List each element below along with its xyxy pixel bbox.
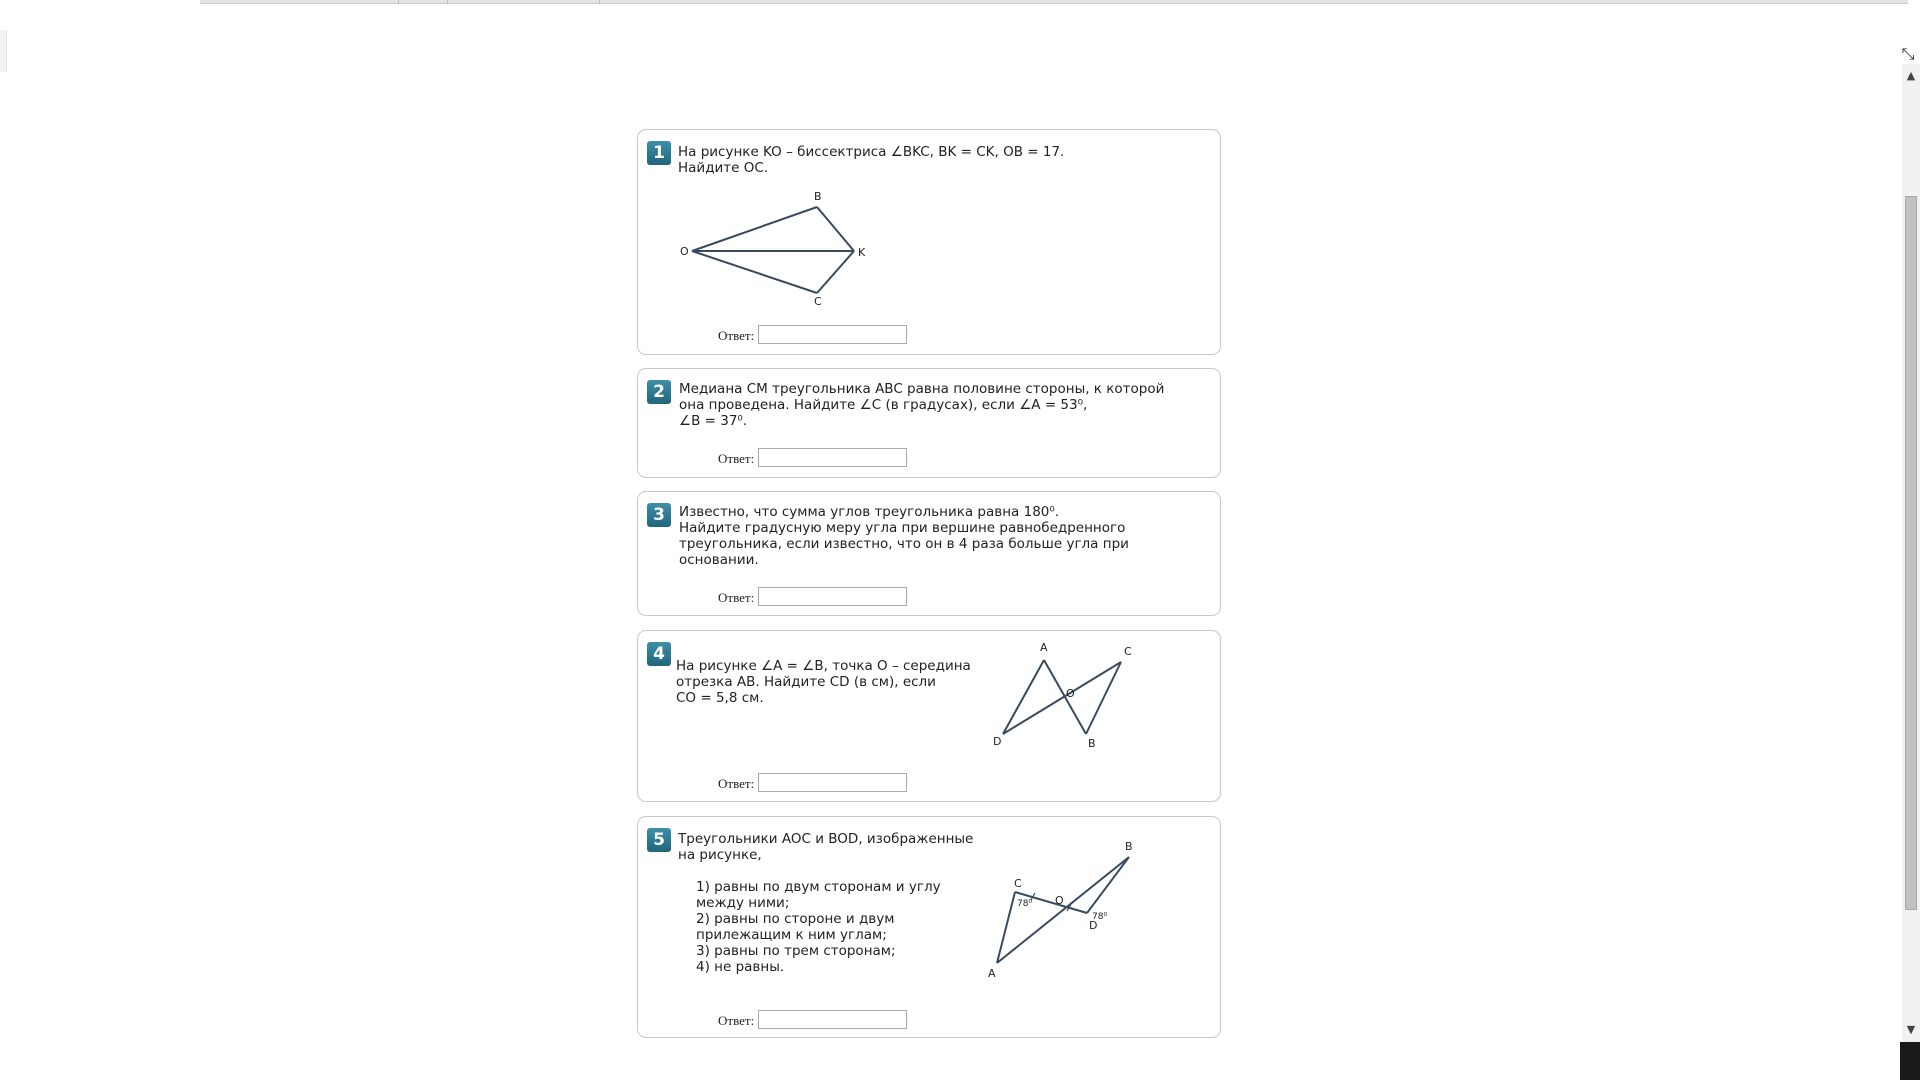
- task-text: На рисунке ∠A = ∠B, точка O – середина отрезка AB. Найдите CD (в см), если CO = 5,8 см.: [676, 658, 971, 706]
- task-card-1: [637, 129, 1221, 355]
- point-label-b: B: [1088, 737, 1096, 750]
- scroll-up-arrow-icon[interactable]: ▲: [1906, 69, 1916, 82]
- segment-bk: [817, 207, 854, 251]
- answer-label: Ответ:: [718, 328, 755, 343]
- task-text: На рисунке KO – биссектриса ∠BKC, BK = CK, OB = 17. Найдите OC.: [678, 144, 1065, 176]
- point-label-d: D: [1089, 919, 1098, 932]
- task-number-badge: 2: [647, 380, 671, 404]
- point-label-c: C: [1014, 877, 1022, 890]
- answer-label: Ответ:: [718, 1013, 755, 1028]
- point-label-a: A: [1040, 641, 1048, 654]
- point-label-c: C: [814, 295, 822, 308]
- task-text: Медиана CM треугольника ABC равна половине стороны, к которой она проведена. Найдите ∠C (в градусах), если ∠A = 53⁰, ∠B = 37⁰.: [679, 381, 1165, 429]
- task-figure: [986, 639, 1131, 751]
- task-card-3: [637, 491, 1221, 616]
- point-label-a: A: [988, 967, 996, 980]
- left-panel-edge: [0, 30, 7, 72]
- answer-input-1[interactable]: [758, 325, 907, 344]
- task-options: 1) равны по двум сторонам и углу между ними; 2) равны по стороне и двум прилежащим к ним углам; 3) равны по трем сторонам; 4) не равны.: [696, 879, 941, 975]
- segment-ac: [997, 892, 1015, 963]
- point-label-c: C: [1124, 645, 1132, 658]
- task-text: Известно, что сумма углов треугольника равна 180⁰. Найдите градусную меру угла при вершине равнобедренного треугольника, если известно, что он в 4 раза больше угла при основании.: [679, 504, 1129, 568]
- task-card-4: [637, 630, 1221, 802]
- scrollbar-thumb[interactable]: [1905, 196, 1917, 910]
- point-label-o: O: [1055, 894, 1064, 907]
- corner-widget: [1900, 1042, 1920, 1080]
- task-number-badge: 4: [647, 642, 671, 666]
- task-text: Треугольники AOC и BOD, изображенные на рисунке,: [678, 831, 974, 863]
- segment-da: [1003, 660, 1044, 734]
- angle-label-c: 78⁰: [1017, 899, 1033, 909]
- task-card-2: [637, 368, 1221, 478]
- task-number-badge: 3: [647, 503, 671, 527]
- fullscreen-icon[interactable]: ⤡: [1901, 44, 1915, 63]
- segment-ob: [692, 207, 817, 251]
- top-border-line: [200, 0, 1908, 4]
- answer-input-4[interactable]: [758, 773, 907, 792]
- task-card-5: [637, 816, 1221, 1038]
- answer-label: Ответ:: [718, 590, 755, 605]
- scroll-down-arrow-icon[interactable]: ▼: [1906, 1023, 1916, 1036]
- task-figure: [678, 188, 878, 308]
- answer-label: Ответ:: [718, 451, 755, 466]
- segment-oc: [692, 251, 817, 293]
- point-label-b: B: [1125, 840, 1133, 853]
- angle-label-d: 78⁰: [1092, 912, 1108, 922]
- point-label-b: B: [814, 190, 822, 203]
- task-number-badge: 1: [647, 141, 671, 165]
- segment-ab: [997, 857, 1129, 963]
- answer-input-3[interactable]: [758, 587, 907, 606]
- task-figure: [983, 833, 1148, 983]
- task-number-badge: 5: [647, 828, 671, 852]
- answer-input-5[interactable]: [758, 1010, 907, 1029]
- point-label-o: O: [680, 245, 689, 258]
- point-label-d: D: [993, 735, 1002, 748]
- point-label-o: O: [1066, 687, 1075, 700]
- answer-input-2[interactable]: [758, 448, 907, 467]
- segment-ck: [817, 251, 854, 293]
- answer-label: Ответ:: [718, 776, 755, 791]
- point-label-k: K: [858, 246, 866, 259]
